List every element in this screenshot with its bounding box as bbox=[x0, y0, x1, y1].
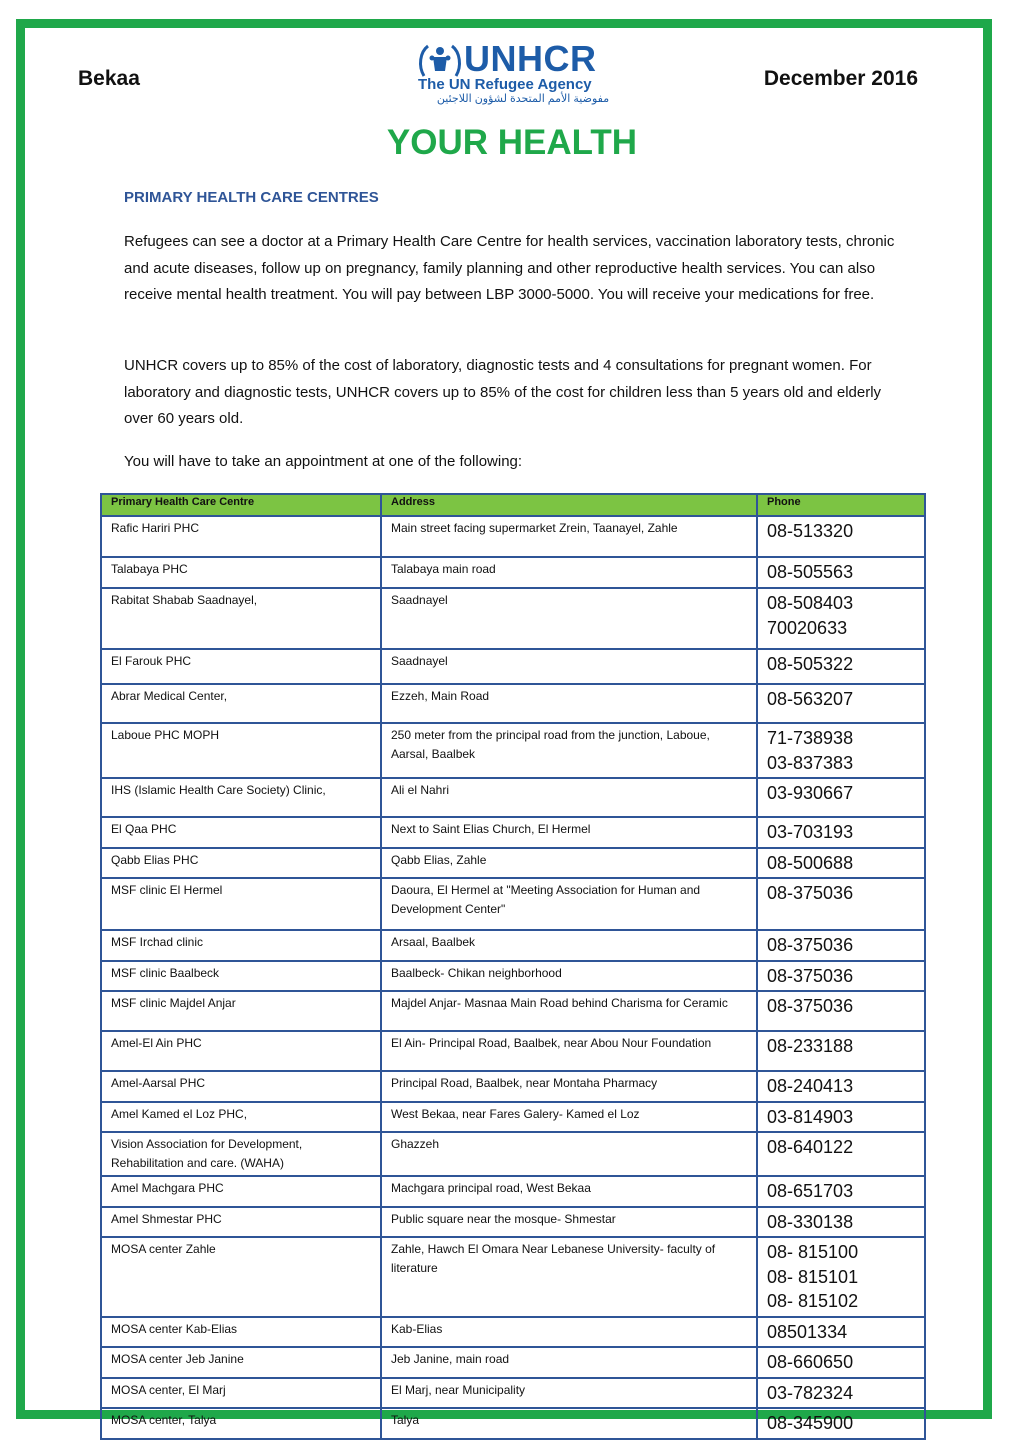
logo-brand: UNHCR bbox=[464, 38, 597, 79]
table-row bbox=[101, 817, 925, 848]
cell-phone: 08-500688 bbox=[757, 848, 925, 879]
cell-phone: 08-651703 bbox=[757, 1176, 925, 1207]
column-header-address: Address bbox=[381, 494, 757, 516]
cell-phone: 08-240413 bbox=[757, 1071, 925, 1102]
table-row bbox=[101, 557, 925, 588]
cell-centre: Amel-El Ain PHC bbox=[101, 1031, 381, 1071]
cell-centre: El Farouk PHC bbox=[101, 649, 381, 684]
cell-phone: 71-738938 03-837383 bbox=[757, 723, 925, 778]
table-header-row bbox=[101, 494, 925, 516]
logo-tagline: The UN Refugee Agency bbox=[418, 76, 592, 93]
table-row bbox=[101, 1408, 925, 1439]
cell-phone: 08-375036 bbox=[757, 961, 925, 992]
table-row bbox=[101, 1132, 925, 1176]
cell-centre: MOSA center, El Marj bbox=[101, 1378, 381, 1409]
cell-centre: MOSA center Kab-Elias bbox=[101, 1317, 381, 1348]
paragraph-services: Refugees can see a doctor at a Primary Health Care Centre for health services, vaccination laboratory tests, chronic and acute diseases, follow up on pregnancy, family planning and other reproductive health services. You can also receive mental health treatment. You will pay between LBP 3000-5000. You will receive your medications for free. bbox=[124, 233, 895, 304]
cell-phone: 08-660650 bbox=[757, 1347, 925, 1378]
cell-phone: 08-505322 bbox=[757, 649, 925, 684]
cell-address: Main street facing supermarket Zrein, Taanayel, Zahle bbox=[381, 516, 757, 557]
cell-address: Principal Road, Baalbek, near Montaha Pharmacy bbox=[381, 1071, 757, 1102]
cell-address: Arsaal, Baalbek bbox=[381, 930, 757, 961]
health-centres-table bbox=[100, 493, 926, 1440]
table-body bbox=[101, 516, 925, 1439]
cell-address: Saadnayel bbox=[381, 649, 757, 684]
cell-address: West Bekaa, near Fares Galery- Kamed el Loz bbox=[381, 1102, 757, 1133]
cell-centre: Abrar Medical Center, bbox=[101, 684, 381, 723]
cell-address: Kab-Elias bbox=[381, 1317, 757, 1348]
table-row bbox=[101, 991, 925, 1031]
cell-centre: Rafic Hariri PHC bbox=[101, 516, 381, 557]
cell-address: Talabaya main road bbox=[381, 557, 757, 588]
cell-phone: 08-233188 bbox=[757, 1031, 925, 1071]
cell-address: Public square near the mosque- Shmestar bbox=[381, 1207, 757, 1238]
cell-address: Machgara principal road, West Bekaa bbox=[381, 1176, 757, 1207]
page-title: YOUR HEALTH bbox=[386, 123, 638, 162]
cell-centre: MOSA center Jeb Janine bbox=[101, 1347, 381, 1378]
unhcr-logo bbox=[416, 40, 632, 106]
table-row bbox=[101, 848, 925, 879]
table-row bbox=[101, 684, 925, 723]
table-row bbox=[101, 649, 925, 684]
cell-centre: MOSA center Zahle bbox=[101, 1237, 381, 1317]
cell-address: El Marj, near Municipality bbox=[381, 1378, 757, 1409]
table-row bbox=[101, 1176, 925, 1207]
table-row bbox=[101, 1207, 925, 1238]
logo-tagline-arabic: مفوضية الأمم المتحدة لشؤون اللاجئين bbox=[436, 93, 610, 105]
table-row bbox=[101, 1102, 925, 1133]
table-row bbox=[101, 1031, 925, 1071]
table-row bbox=[101, 1237, 925, 1317]
cell-address: Jeb Janine, main road bbox=[381, 1347, 757, 1378]
cell-centre: IHS (Islamic Health Care Society) Clinic, bbox=[101, 778, 381, 817]
table-row bbox=[101, 1071, 925, 1102]
cell-address: Baalbeck- Chikan neighborhood bbox=[381, 961, 757, 992]
cell-centre: Qabb Elias PHC bbox=[101, 848, 381, 879]
table-row bbox=[101, 930, 925, 961]
cell-centre: Amel Kamed el Loz PHC, bbox=[101, 1102, 381, 1133]
paragraph-coverage: UNHCR covers up to 85% of the cost of laboratory, diagnostic tests and 4 consultations for pregnant women. For laboratory and diagnostic tests, UNHCR covers up to 85% of the cost for children less than 5 years old and elderly over 60 years old. bbox=[124, 357, 882, 428]
cell-phone: 08-345900 bbox=[757, 1408, 925, 1439]
cell-phone: 08-375036 bbox=[757, 878, 925, 930]
cell-centre: Laboue PHC MOPH bbox=[101, 723, 381, 778]
cell-centre: Amel Shmestar PHC bbox=[101, 1207, 381, 1238]
cell-centre: MSF clinic El Hermel bbox=[101, 878, 381, 930]
cell-centre: MSF clinic Majdel Anjar bbox=[101, 991, 381, 1031]
cell-address: Daoura, El Hermel at "Meeting Association for Human and Development Center" bbox=[381, 878, 757, 930]
cell-phone: 03-814903 bbox=[757, 1102, 925, 1133]
cell-address: Qabb Elias, Zahle bbox=[381, 848, 757, 879]
column-header-phone: Phone bbox=[757, 494, 925, 516]
table-row bbox=[101, 1347, 925, 1378]
cell-address: Next to Saint Elias Church, El Hermel bbox=[381, 817, 757, 848]
cell-address: Saadnayel bbox=[381, 588, 757, 649]
cell-phone: 08501334 bbox=[757, 1317, 925, 1348]
table-row bbox=[101, 778, 925, 817]
cell-address: Majdel Anjar- Masnaa Main Road behind Charisma for Ceramic bbox=[381, 991, 757, 1031]
cell-phone: 08-505563 bbox=[757, 557, 925, 588]
cell-address: 250 meter from the principal road from the junction, Laboue, Aarsal, Baalbek bbox=[381, 723, 757, 778]
cell-phone: 08-375036 bbox=[757, 991, 925, 1031]
cell-phone: 03-703193 bbox=[757, 817, 925, 848]
table-row bbox=[101, 723, 925, 778]
cell-phone: 08-375036 bbox=[757, 930, 925, 961]
cell-address: El Ain- Principal Road, Baalbek, near Abou Nour Foundation bbox=[381, 1031, 757, 1071]
cell-phone: 08-563207 bbox=[757, 684, 925, 723]
cell-address: Zahle, Hawch El Omara Near Lebanese University- faculty of literature bbox=[381, 1237, 757, 1317]
cell-centre: El Qaa PHC bbox=[101, 817, 381, 848]
cell-centre: MSF Irchad clinic bbox=[101, 930, 381, 961]
section-heading: PRIMARY HEALTH CARE CENTRES bbox=[124, 189, 379, 206]
cell-centre: Amel Machgara PHC bbox=[101, 1176, 381, 1207]
date-label: December 2016 bbox=[763, 67, 918, 90]
cell-phone: 03-782324 bbox=[757, 1378, 925, 1409]
table-row bbox=[101, 961, 925, 992]
column-header-centre: Primary Health Care Centre bbox=[101, 494, 381, 516]
cell-centre: Talabaya PHC bbox=[101, 557, 381, 588]
cell-address: Ghazzeh bbox=[381, 1132, 757, 1176]
cell-centre: Amel-Aarsal PHC bbox=[101, 1071, 381, 1102]
table-row bbox=[101, 1378, 925, 1409]
cell-address: Ali el Nahri bbox=[381, 778, 757, 817]
cell-phone: 08-513320 bbox=[757, 516, 925, 557]
cell-phone: 08-330138 bbox=[757, 1207, 925, 1238]
cell-address: Talya bbox=[381, 1408, 757, 1439]
paragraph-appointment: You will have to take an appointment at one of the following: bbox=[124, 453, 523, 470]
cell-centre: Vision Association for Development, Rehabilitation and care. (WAHA) bbox=[101, 1132, 381, 1176]
table-row bbox=[101, 516, 925, 557]
region-label: Bekaa bbox=[78, 67, 140, 90]
cell-phone: 08- 815100 08- 815101 08- 815102 bbox=[757, 1237, 925, 1317]
cell-phone: 03-930667 bbox=[757, 778, 925, 817]
cell-centre: MSF clinic Baalbeck bbox=[101, 961, 381, 992]
cell-address: Ezzeh, Main Road bbox=[381, 684, 757, 723]
table-row bbox=[101, 878, 925, 930]
table-row bbox=[101, 1317, 925, 1348]
cell-centre: MOSA center, Talya bbox=[101, 1408, 381, 1439]
cell-centre: Rabitat Shabab Saadnayel, bbox=[101, 588, 381, 649]
cell-phone: 08-508403 70020633 bbox=[757, 588, 925, 649]
cell-phone: 08-640122 bbox=[757, 1132, 925, 1176]
table-row bbox=[101, 588, 925, 649]
